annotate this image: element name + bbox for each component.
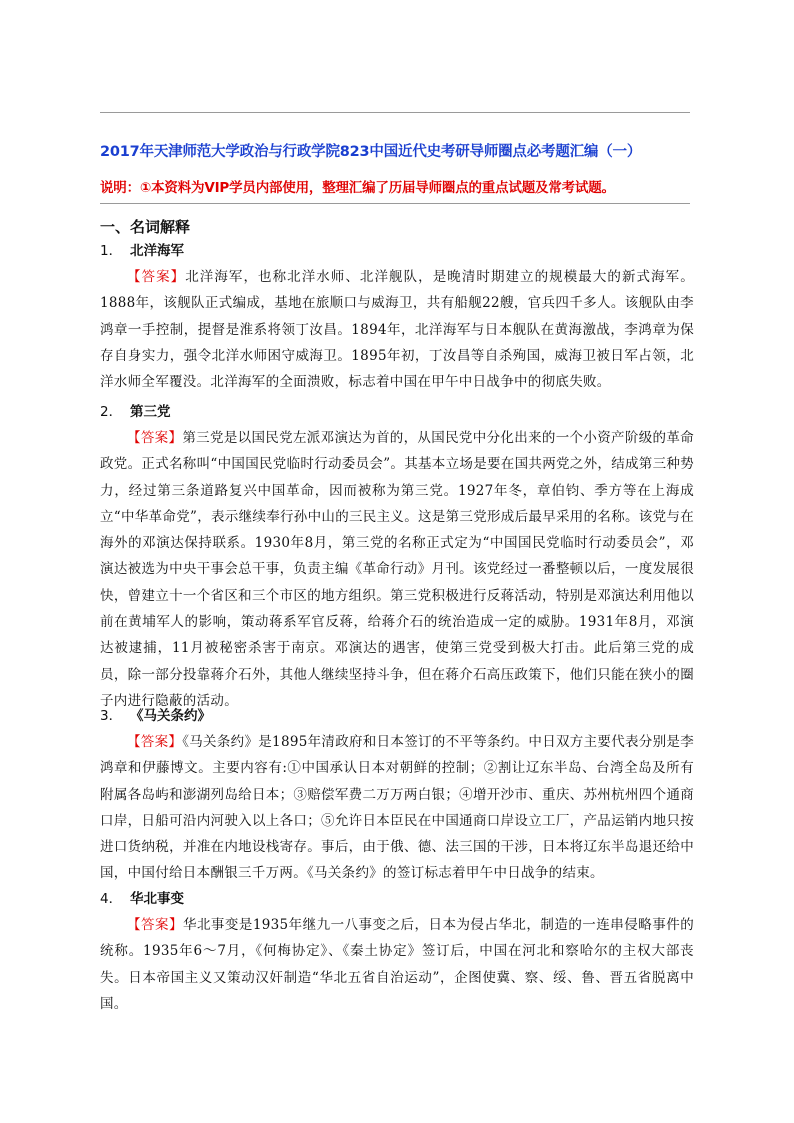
entry-heading [100, 886, 694, 912]
answer-text: 第三党是以国民党左派邓演达为首的，从国民党中分化出来的一个小资产阶级的革命政党。正式名称叫“中国国民党临时行动委员会”。其基本立场是要在国共两党之外，结成第三种势力，经过第三条道路复兴中国革命，因而被称为第三党。1927年冬，章伯钧、季方等在上海成立“中华革命党”，表示继续奉行孙中山的三民主义。这是第三党形成后最早采用的名称。该党与在海外的邓演达保持联系。1930年8月，第三党的名称正式定为“中国国民党临时行动委员会”，邓演达被选为中央干事会总干事，负责主编《革命行动》月刊。该党经过一番整顿以后，一度发展很快，曾建立十一个省区和三个市区的地方组织。第三党积极进行反蒋活动，特别是邓演达利用他以前在黄埔军人的影响，策动蒋系军官反蒋，给蒋介石的统治造成一定的威胁。1931年8月，邓演达被逮捕，11月被秘密杀害于南京。邓演达的遇害，使第三党受到极大打击。此后第三党的成员，除一部分投靠蒋介石外，其他人继续坚持斗争，但在蒋介石高压政策下，他们只能在狭小的圈子内进行隐蔽的活动。 [100, 430, 695, 709]
entry-1 [100, 238, 694, 395]
entry-number: 3． [100, 708, 123, 724]
entry-number: 4． [100, 891, 123, 907]
entry-answer [100, 912, 694, 1017]
entry-heading [100, 399, 694, 425]
entry-term: 北洋海军 [130, 243, 184, 259]
entry-2 [100, 399, 694, 714]
entry-3 [100, 703, 694, 887]
header-rule [100, 112, 690, 113]
entry-answer [100, 264, 694, 395]
entry-term: 《马关条约》 [130, 708, 211, 724]
answer-tag: 【答案】 [127, 430, 183, 446]
entry-number: 2． [100, 404, 123, 420]
entry-heading [100, 238, 694, 264]
entry-term: 第三党 [130, 404, 171, 420]
answer-text: 《马关条约》是1895年清政府和日本签订的不平等条约。中日双方主要代表分别是李鸿章和伊藤博文。主要内容有:①中国承认日本对朝鲜的控制；②割让辽东半岛、台湾全岛及所有附属各岛屿和澎湖列岛给日本；③赔偿军费二万万两白银；④增开沙市、重庆、苏州杭州四个通商口岸，日船可沿内河驶入以上各口；⑤允许日本臣民在中国通商口岸设立工厂，产品运销内地只按进口货纳税，并准在内地设栈寄存。事后，由于俄、德、法三国的干涉，日本将辽东半岛退还给中国，中国付给日本酬银三千万两。《马关条约》的签订标志着甲午中日战争的结束。 [100, 734, 695, 882]
answer-text: 华北事变是1935年继九一八事变之后，日本为侵占华北，制造的一连串侵略事件的统称。1935年6～7月，《何梅协定》、《秦土协定》签订后，中国在河北和察哈尔的主权大部丧失。日本帝国主义又策动汉奸制造“华北五省自治运动”，企图使冀、察、绥、鲁、晋五省脱离中国。 [100, 917, 694, 1012]
document-title: 2017年天津师范大学政治与行政学院823中国近代史考研导师圈点必考题汇编（一） [100, 144, 642, 160]
title-rule [100, 203, 690, 204]
section-heading: 一、名词解释 [100, 218, 191, 236]
entry-answer [100, 425, 694, 714]
entry-heading [100, 703, 694, 729]
entry-4 [100, 886, 694, 1017]
answer-tag: 【答案】 [127, 917, 183, 933]
entry-answer [100, 729, 694, 887]
entry-term: 华北事变 [130, 891, 184, 907]
document-note: 说明：①本资料为VIP学员内部使用，整理汇编了历届导师圈点的重点试题及常考试题。 [100, 180, 615, 196]
answer-text: 北洋海军，也称北洋水师、北洋舰队，是晚清时期建立的规模最大的新式海军。1888年，该舰队正式编成，基地在旅顺口与威海卫，共有船舰22艘，官兵四千多人。该舰队由李鸿章一手控制，提督是淮系将领丁汝昌。1894年，北洋海军与日本舰队在黄海激战，李鸿章为保存自身实力，强令北洋水师困守威海卫。1895年初，丁汝昌等自杀殉国，威海卫被日军占领，北洋水师全军覆没。北洋海军的全面溃败，标志着中国在甲午中日战争中的彻底失败。 [100, 269, 694, 391]
answer-tag: 【答案】 [127, 734, 183, 750]
answer-tag: 【答案】 [127, 269, 186, 285]
entry-number: 1． [100, 243, 123, 259]
